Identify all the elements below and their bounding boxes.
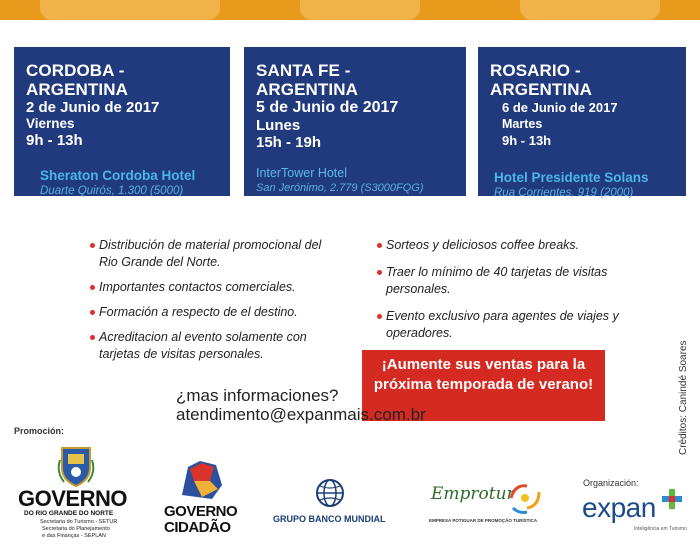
venue-address: Rua Corrientes, 919 (2000)	[494, 187, 634, 199]
banner-brush	[520, 0, 660, 20]
list-item	[90, 279, 330, 296]
emprotur-sun-icon	[505, 478, 545, 516]
governo-cidadao-logo	[160, 455, 242, 540]
venue-day: Lunes	[256, 117, 301, 134]
contact-email[interactable]: atendimento@expanmais.com.br	[176, 405, 426, 424]
bullet-dot	[377, 270, 382, 275]
venue-hotel: Hotel Presidente Solans	[494, 170, 649, 185]
governo-rn-title: GOVERNO	[18, 486, 127, 511]
venue-city: SANTA FE - ARGENTINA	[256, 61, 358, 99]
list-item-text: Distribución de material promocional del Rio Grande del Norte.	[99, 238, 322, 269]
emprotur-name: Emprotur	[431, 484, 515, 504]
governo-cidadao-line2: CIDADÃO	[164, 519, 231, 536]
bullet-dot	[377, 314, 382, 319]
globe-icon	[315, 478, 345, 508]
bullet-dot	[90, 243, 95, 248]
list-item-text: Sorteos y deliciosos coffee breaks.	[386, 238, 580, 252]
venue-date: 6 de Junio de 2017	[502, 100, 618, 115]
expan-plus-icon	[661, 488, 683, 510]
venue-hours: 9h - 13h	[502, 133, 552, 148]
bullet-dot	[90, 310, 95, 315]
governo-cidadao-hand-icon	[172, 455, 232, 501]
venue-date: 2 de Junio de 2017	[26, 99, 160, 116]
list-item	[377, 264, 627, 298]
cta-banner: ¡Aumente sus ventas para la próxima temporada de verano!	[362, 350, 605, 421]
photo-credit: Créditos: Canindé Soares	[678, 340, 689, 455]
benefits-list-left	[90, 237, 330, 371]
list-item-text: Importantes contactos comerciales.	[99, 280, 296, 294]
venue-card-cordoba	[14, 47, 230, 196]
governo-cidadao-line1: GOVERNO	[164, 503, 238, 520]
venue-hotel: InterTower Hotel	[256, 166, 348, 180]
list-item-text: Formación a respecto de el destino.	[99, 305, 298, 319]
venue-day: Martes	[502, 117, 543, 131]
expan-name: expan	[582, 492, 656, 523]
venue-city: CORDOBA - ARGENTINA	[26, 61, 128, 99]
venue-card-rosario	[478, 47, 686, 199]
venue-address: San Jerónimo, 2.779 (S3000FQG)	[256, 182, 424, 194]
banner-brush	[300, 0, 420, 20]
venue-address: Duarte Quirós, 1.300 (5000)	[40, 185, 184, 197]
venue-hours: 9h - 13h	[26, 132, 83, 149]
organization-label: Organización:	[583, 478, 639, 488]
governo-rn-crest-icon	[56, 442, 96, 488]
expan-logo	[582, 488, 692, 540]
list-item	[90, 329, 330, 363]
banco-mundial-logo	[273, 478, 391, 528]
list-item	[377, 308, 627, 342]
venue-city: ROSARIO - ARGENTINA	[490, 61, 592, 99]
list-item-text: Acreditacion al evento solamente con tarjetas de visitas personales.	[99, 330, 307, 361]
governo-rn-logo	[18, 440, 136, 540]
bullet-dot	[90, 285, 95, 290]
venue-date: 5 de Junio de 2017	[256, 99, 399, 116]
banner-brush	[40, 0, 220, 20]
list-item	[377, 237, 627, 254]
emprotur-logo	[425, 478, 550, 530]
venue-hours: 15h - 19h	[256, 134, 322, 151]
governo-rn-sub1: Secretaria do Turismo - SETUR	[40, 519, 118, 525]
expan-sub: Inteligência em Turismo	[634, 526, 687, 532]
bullet-dot	[90, 335, 95, 340]
bullet-dot	[377, 243, 382, 248]
governo-rn-sub2: Secretaria do Planejamento	[42, 526, 110, 532]
venue-hotel: Sheraton Cordoba Hotel	[40, 168, 196, 183]
benefits-list-right	[377, 237, 627, 350]
governo-rn-sub3: e das Finanças - SEPLAN	[42, 533, 106, 539]
top-banner	[0, 0, 700, 20]
list-item-text: Traer lo mínimo de 40 tarjetas de visitas personales.	[386, 265, 608, 296]
list-item	[90, 237, 330, 271]
list-item-text: Evento exclusivo para agentes de viajes y operadores.	[386, 309, 619, 340]
list-item	[90, 304, 330, 321]
venue-card-santa-fe	[244, 47, 466, 196]
venue-day: Viernes	[26, 116, 75, 131]
emprotur-sub: EMPRESA POTIGUAR DE PROMOÇÃO TURÍSTICA	[429, 518, 538, 523]
banco-mundial-name: GRUPO BANCO MUNDIAL	[273, 514, 386, 524]
promotion-label: Promoción:	[14, 426, 65, 436]
contact-question: ¿mas informaciones?	[176, 386, 339, 405]
governo-rn-subtitle: DO RIO GRANDE DO NORTE	[24, 510, 114, 517]
